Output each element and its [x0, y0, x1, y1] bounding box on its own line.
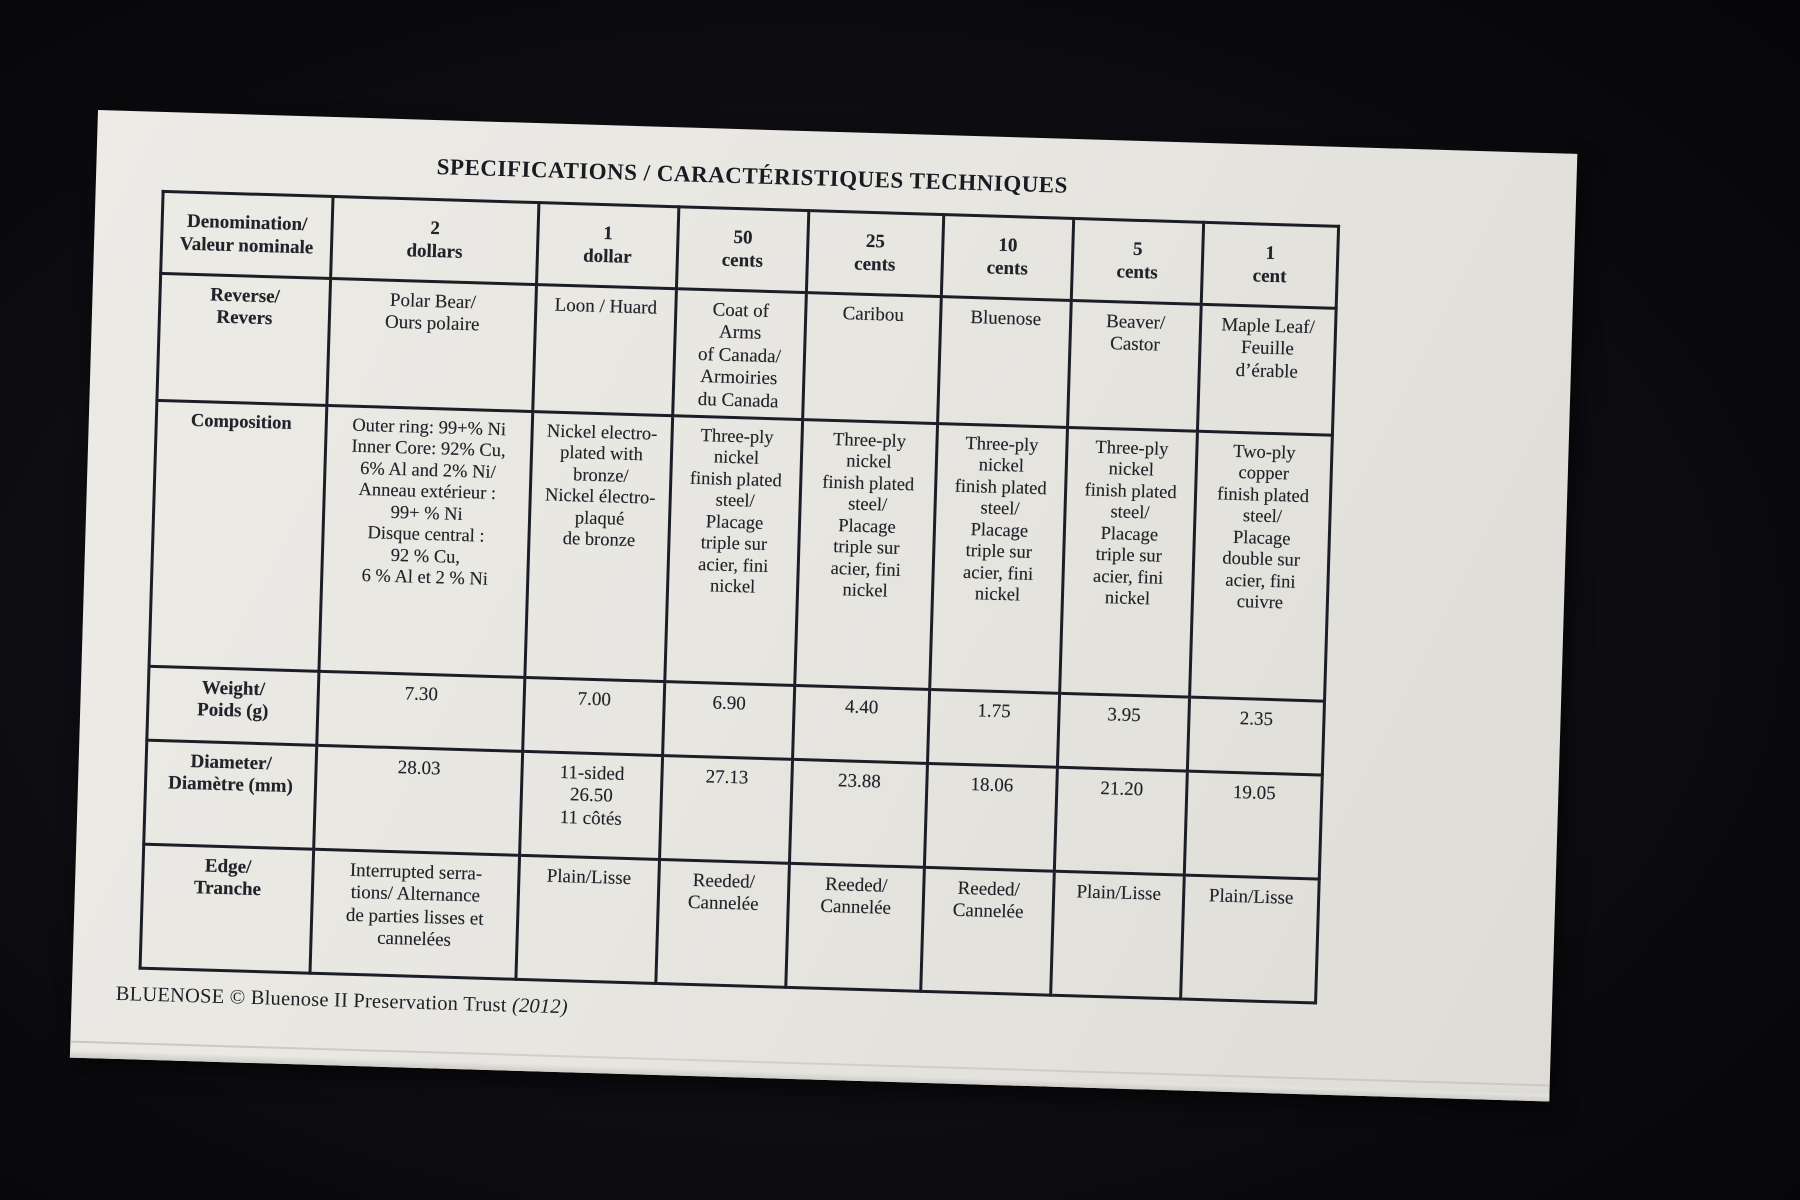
row-label-diameter: Diameter/ Diamètre (mm): [144, 740, 317, 849]
table-cell: 1 cent: [1201, 222, 1338, 308]
table-cell: 2.35: [1187, 697, 1324, 775]
card-title: SPECIFICATIONS / CARACTÉRISTIQUES TECHNIQUES: [436, 154, 1069, 198]
table-cell: 21.20: [1054, 767, 1187, 875]
table-cell: Maple Leaf/ Feuille d’érable: [1197, 304, 1336, 435]
table-cell: Coat of Arms of Canada/ Armoiries du Canada: [673, 289, 807, 420]
table-cell: Reeded/ Cannelée: [656, 860, 790, 988]
table-cell: Three-ply nickel finish plated steel/ Placage triple sur acier, fini nickel: [795, 420, 938, 690]
row-label-composition: Composition: [149, 400, 327, 671]
row-label-reverse: Reverse/ Revers: [157, 273, 331, 405]
table-cell: 11-sided 26.50 11 côtés: [520, 751, 663, 859]
table-cell: 4.40: [793, 685, 930, 763]
table-cell: 1.75: [927, 689, 1059, 767]
table-cell: 5 cents: [1071, 218, 1203, 304]
table-cell: 7.30: [317, 671, 525, 751]
table-row-composition: [149, 400, 1332, 701]
table-cell: 18.06: [924, 763, 1057, 871]
table-cell: 6.90: [663, 682, 795, 760]
table-cell: Plain/Lisse: [1051, 871, 1185, 999]
table-cell: Three-ply nickel finish plated steel/ Placage triple sur acier, fini nickel: [665, 416, 803, 686]
table-cell: 23.88: [789, 759, 927, 867]
row-label-weight: Weight/ Poids (g): [147, 666, 319, 745]
table-cell: Plain/Lisse: [1181, 875, 1320, 1003]
table-cell: 27.13: [660, 756, 793, 864]
table-cell: 19.05: [1184, 771, 1322, 879]
table-cell: Beaver/ Castor: [1068, 300, 1202, 431]
row-label-edge: Edge/ Tranche: [140, 844, 314, 973]
footer-year: (2012): [511, 994, 569, 1019]
table-cell: Caribou: [803, 293, 942, 424]
table-cell: 25 cents: [806, 211, 943, 297]
table-cell: 2 dollars: [331, 197, 539, 285]
table-cell: 10 cents: [941, 215, 1073, 301]
table-cell: 3.95: [1057, 693, 1189, 771]
spec-table: [139, 190, 1341, 1005]
table-cell: 1 dollar: [537, 203, 679, 289]
table-cell: Nickel electro- plated with bronze/ Nickel électro- plaqué de bronze: [525, 412, 673, 682]
table-cell: 7.00: [523, 677, 665, 755]
footer-credit-text: BLUENOSE © Bluenose II Preservation Trust: [115, 982, 508, 1017]
table-cell: 28.03: [314, 745, 523, 855]
table-cell: Outer ring: 99+% Ni Inner Core: 92% Cu, 6% Al and 2% Ni/ Anneau extérieur : 99+ % Ni Disque central : 92 % Cu, 6 % Al et 2 % Ni: [319, 405, 533, 677]
table-cell: Reeded/ Cannelée: [786, 863, 925, 991]
row-label-denomination: Denomination/ Valeur nominale: [161, 191, 333, 278]
table-cell: Three-ply nickel finish plated steel/ Placage triple sur acier, fini nickel: [930, 424, 1068, 694]
table-cell: Polar Bear/ Ours polaire: [327, 278, 537, 411]
table-cell: Bluenose: [938, 297, 1072, 428]
spec-card: [70, 110, 1577, 1101]
table-cell: Reeded/ Cannelée: [921, 867, 1055, 995]
table-cell: Loon / Huard: [533, 285, 677, 416]
footer-credit: [115, 983, 1551, 1049]
table-cell: Interrupted serra- tions/ Alternance de parties lisses et cannelées: [310, 849, 520, 979]
table-cell: Plain/Lisse: [516, 855, 660, 983]
table-cell: Three-ply nickel finish plated steel/ Placage triple sur acier, fini nickel: [1060, 427, 1198, 697]
table-cell: Two-ply copper finish plated steel/ Placage double sur acier, fini cuivre: [1190, 431, 1333, 701]
table-cell: 50 cents: [676, 207, 808, 293]
